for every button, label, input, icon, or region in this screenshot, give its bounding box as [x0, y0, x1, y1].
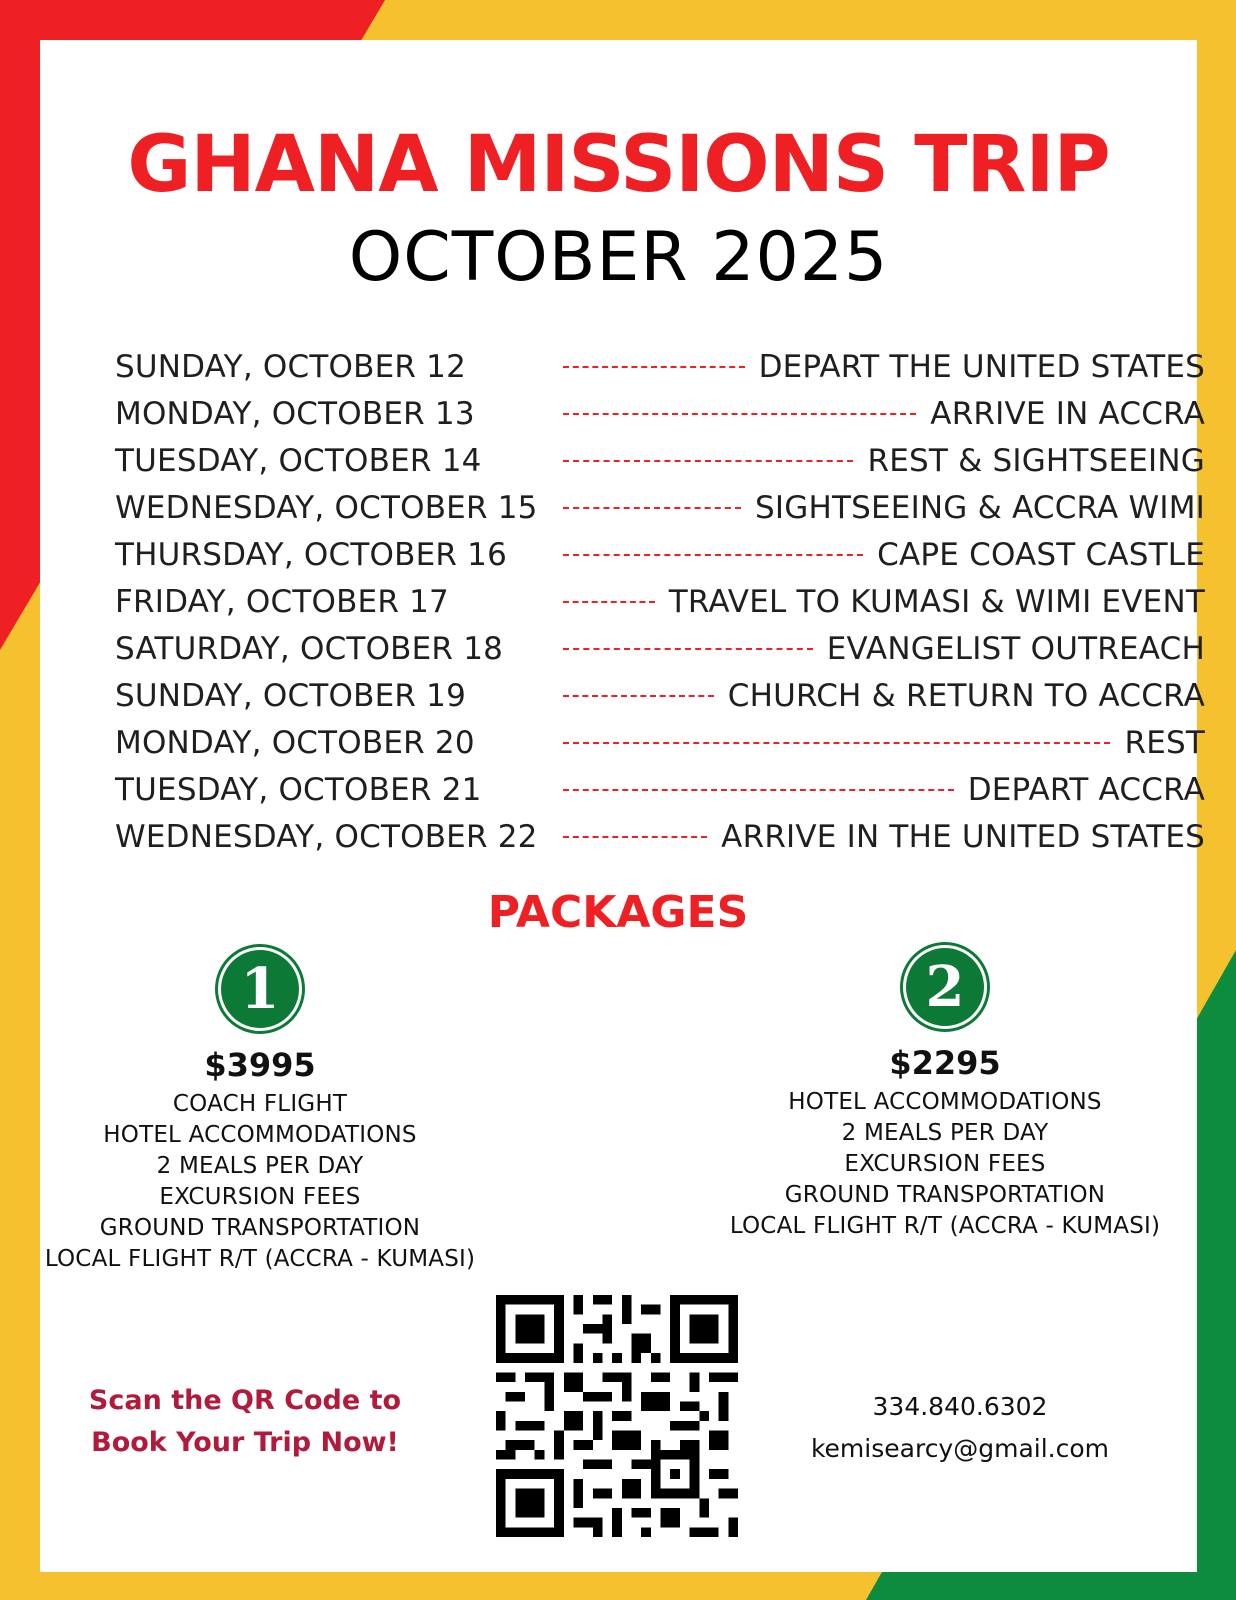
dashed-leader [563, 836, 707, 838]
itinerary-day: MONDAY, OCTOBER 13 [115, 395, 475, 432]
itinerary-row [115, 719, 1205, 766]
itinerary-event: CAPE COAST CASTLE [877, 536, 1205, 573]
itinerary-event: ARRIVE IN ACCRA [930, 395, 1205, 432]
dashed-leader [563, 413, 916, 415]
dashed-leader [563, 366, 745, 368]
package-feature: EXCURSION FEES [844, 1151, 1046, 1177]
itinerary-day: FRIDAY, OCTOBER 17 [115, 583, 449, 620]
itinerary-row [115, 625, 1205, 672]
itinerary-day: SUNDAY, OCTOBER 12 [115, 348, 467, 385]
itinerary-day: WEDNESDAY, OCTOBER 15 [115, 489, 538, 526]
qr-code-icon[interactable] [496, 1295, 738, 1537]
dashed-leader [563, 742, 1110, 744]
dashed-leader [563, 554, 863, 556]
cta-line-2: Book Your Trip Now! [91, 1427, 399, 1458]
contact-phone: 334.840.6302 [872, 1392, 1048, 1421]
package-feature: 2 MEALS PER DAY [156, 1153, 364, 1179]
numbered-circle-icon: 2 [903, 945, 987, 1029]
package-price: $3995 [204, 1046, 316, 1084]
itinerary-row [115, 531, 1205, 578]
itinerary-event: REST & SIGHTSEEING [867, 442, 1205, 479]
flyer-subtitle: OCTOBER 2025 [348, 218, 889, 297]
itinerary-event: TRAVEL TO KUMASI & WIMI EVENT [668, 583, 1205, 620]
dashed-leader [563, 695, 714, 697]
package-1 [20, 947, 500, 1275]
itinerary-day: MONDAY, OCTOBER 20 [115, 724, 475, 761]
contact-info [800, 1386, 1120, 1470]
itinerary-event: ARRIVE IN THE UNITED STATES [721, 818, 1205, 855]
numbered-circle-icon: 1 [218, 947, 302, 1031]
dashed-leader [563, 789, 954, 791]
cta-line-1: Scan the QR Code to [88, 1385, 402, 1416]
package-feature: GROUND TRANSPORTATION [99, 1215, 421, 1241]
package-feature: HOTEL ACCOMMODATIONS [788, 1089, 1102, 1115]
itinerary-row [115, 672, 1205, 719]
package-feature: GROUND TRANSPORTATION [784, 1182, 1106, 1208]
itinerary-event: DEPART THE UNITED STATES [758, 348, 1205, 385]
itinerary-row [115, 437, 1205, 484]
dashed-leader [563, 601, 655, 603]
package-feature: LOCAL FLIGHT R/T (ACCRA - KUMASI) [729, 1213, 1161, 1239]
package-2 [705, 945, 1185, 1242]
package-price: $2295 [889, 1044, 1001, 1082]
itinerary-row [115, 343, 1205, 390]
package-features [705, 1087, 1185, 1242]
itinerary-row [115, 813, 1205, 860]
itinerary-row [115, 390, 1205, 437]
dashed-leader [563, 648, 813, 650]
dashed-leader [563, 460, 853, 462]
package-feature: 2 MEALS PER DAY [841, 1120, 1049, 1146]
itinerary-event: REST [1124, 724, 1205, 761]
itinerary-day: WEDNESDAY, OCTOBER 22 [115, 818, 538, 855]
package-feature: COACH FLIGHT [172, 1091, 348, 1117]
itinerary-event: SIGHTSEEING & ACCRA WIMI [755, 489, 1205, 526]
itinerary-day: THURSDAY, OCTOBER 16 [115, 536, 507, 573]
itinerary-day: SATURDAY, OCTOBER 18 [115, 630, 504, 667]
qr-call-to-action [85, 1380, 405, 1464]
dashed-leader [563, 507, 741, 509]
itinerary-event: EVANGELIST OUTREACH [826, 630, 1205, 667]
flyer-title: GHANA MISSIONS TRIP [127, 120, 1110, 210]
itinerary-day: SUNDAY, OCTOBER 19 [115, 677, 467, 714]
package-feature: HOTEL ACCOMMODATIONS [103, 1122, 417, 1148]
package-feature: LOCAL FLIGHT R/T (ACCRA - KUMASI) [44, 1246, 476, 1272]
package-features [20, 1089, 500, 1275]
packages-heading: PACKAGES [487, 887, 749, 938]
itinerary-list [115, 343, 1205, 860]
itinerary-row [115, 578, 1205, 625]
itinerary-day: TUESDAY, OCTOBER 14 [115, 442, 482, 479]
contact-email: kemisearcy@gmail.com [810, 1434, 1110, 1463]
itinerary-row [115, 484, 1205, 531]
itinerary-day: TUESDAY, OCTOBER 21 [115, 771, 482, 808]
itinerary-row [115, 766, 1205, 813]
package-feature: EXCURSION FEES [159, 1184, 361, 1210]
itinerary-event: DEPART ACCRA [967, 771, 1205, 808]
itinerary-event: CHURCH & RETURN TO ACCRA [727, 677, 1205, 714]
